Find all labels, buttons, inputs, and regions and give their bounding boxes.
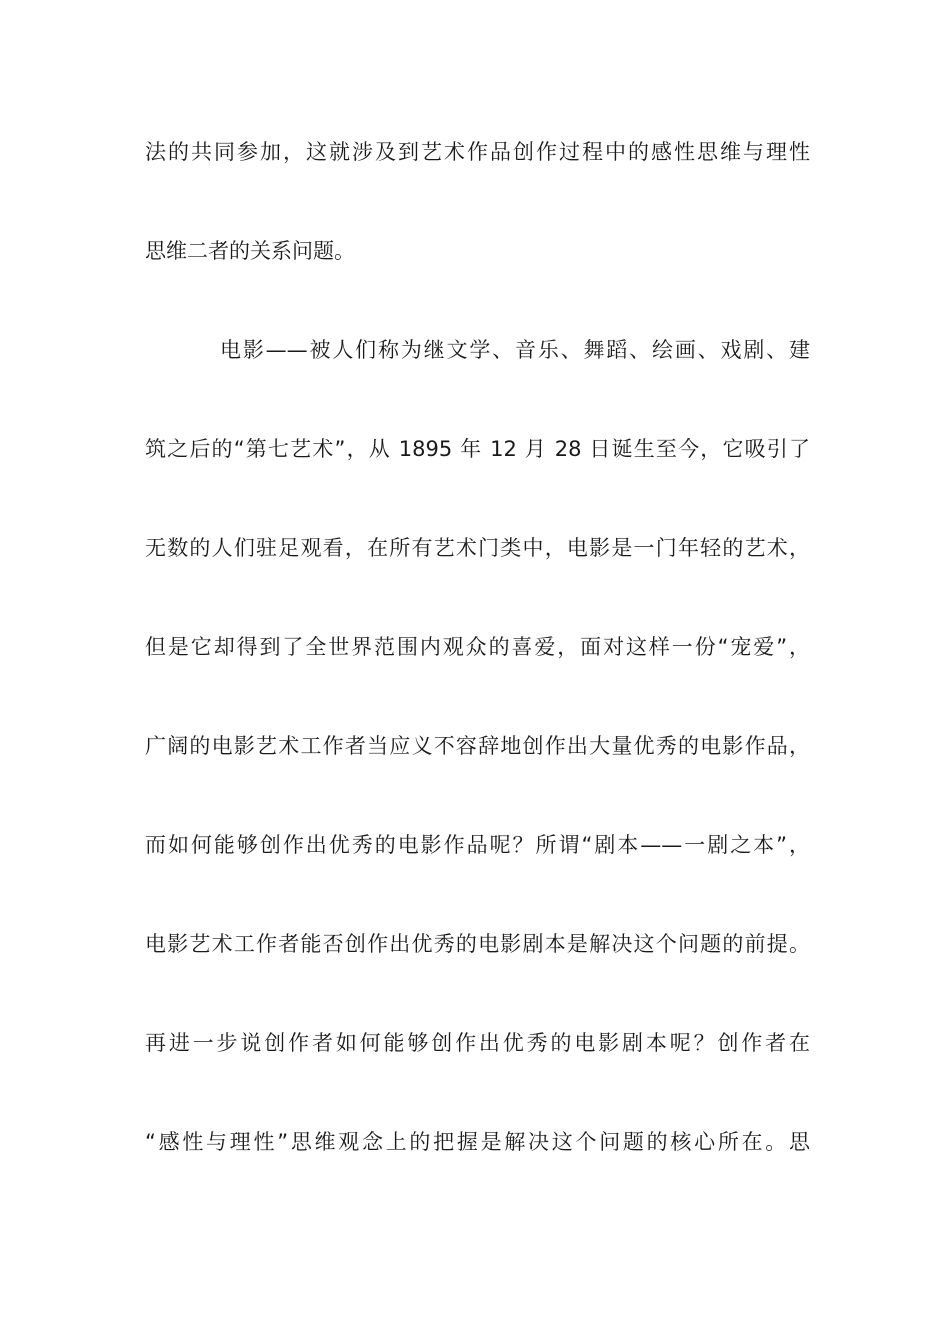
text-line: 筑之后的“第七艺术”，从 1895 年 12 月 28 日诞生至今，它吸引了 — [145, 437, 810, 461]
text-line: 无数的人们驻足观看，在所有艺术门类中，电影是一门年轻的艺术， — [145, 536, 810, 560]
text-line: 思维二者的关系问题。 — [145, 239, 355, 263]
text-line: 但是它却得到了全世界范围内观众的喜爱，面对这样一份“宠爱”， — [145, 635, 810, 659]
text-line: “感性与理性”思维观念上的把握是解决这个问题的核心所在。思 — [145, 1130, 810, 1154]
text-line: 广阔的电影艺术工作者当应义不容辞地创作出大量优秀的电影作品， — [145, 734, 810, 758]
text-line: 再进一步说创作者如何能够创作出优秀的电影剧本呢？创作者在 — [145, 1031, 810, 1055]
body-text — [145, 132, 810, 1221]
paragraph-first-line: 电影——被人们称为继文学、音乐、舞蹈、绘画、戏剧、建 — [220, 338, 810, 362]
text-line: 而如何能够创作出优秀的电影作品呢？所谓“剧本——一剧之本”， — [145, 833, 810, 857]
text-line: 电影艺术工作者能否创作出优秀的电影剧本是解决这个问题的前提。 — [145, 932, 810, 956]
text-line: 法的共同参加，这就涉及到艺术作品创作过程中的感性思维与理性 — [145, 140, 810, 164]
